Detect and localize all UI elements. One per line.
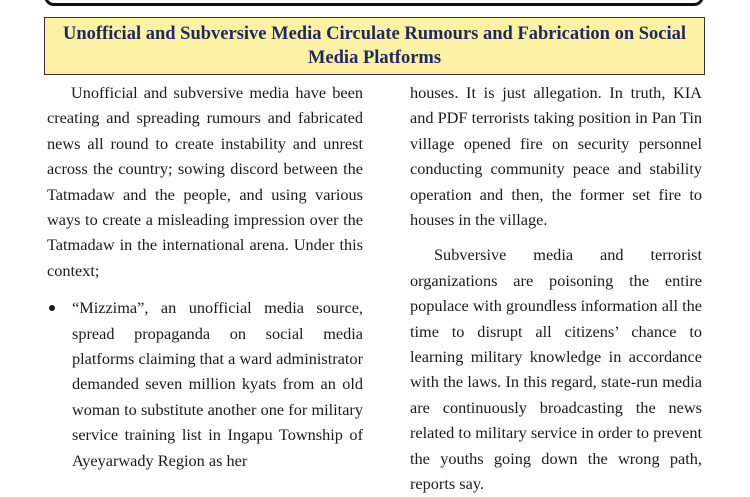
right-column — [410, 80, 702, 497]
bullet-text: “Mizzima”, an unofficial media source, spread propaganda on social media platforms claiming that a ward administrator demanded seven million kyats from an old woman to substitute another one for military service training list in Ingapu Township of Ayeyarwady Region as her — [72, 298, 363, 470]
article-headline: Unofficial and Subversive Media Circulate Rumours and Fabrication on Social Media Platforms — [62, 24, 687, 68]
headline-box — [44, 17, 705, 75]
closing-paragraph: Subversive media and terrorist organizations are poisoning the entire populace with groundless information all the time to disrupt all citizens’ chance to learning military knowledge in accordance with the laws. In this regard, state-run media are continuously broadcasting the news related to military service in order to prevent the youths going down the wrong path, reports say. — [410, 245, 702, 494]
bullet-icon — [49, 305, 55, 311]
top-frame-border — [44, 0, 704, 6]
intro-paragraph: Unofficial and subversive media have been creating and spreading rumours and fabricated news all round to create instability and unrest across the country; sowing discord between the Tatmadaw and the people, and using various ways to create a misleading impression over the Tatmadaw in the international arena. Under this context; — [47, 83, 363, 280]
left-column — [47, 80, 363, 473]
continuation-paragraph: houses. It is just allegation. In truth, KIA and PDF terrorists taking position in Pan Tin village opened fire on security personnel conducting community peace and stability operation and then, the former set fire to houses in the village. — [410, 83, 702, 230]
bullet-item — [47, 295, 363, 473]
